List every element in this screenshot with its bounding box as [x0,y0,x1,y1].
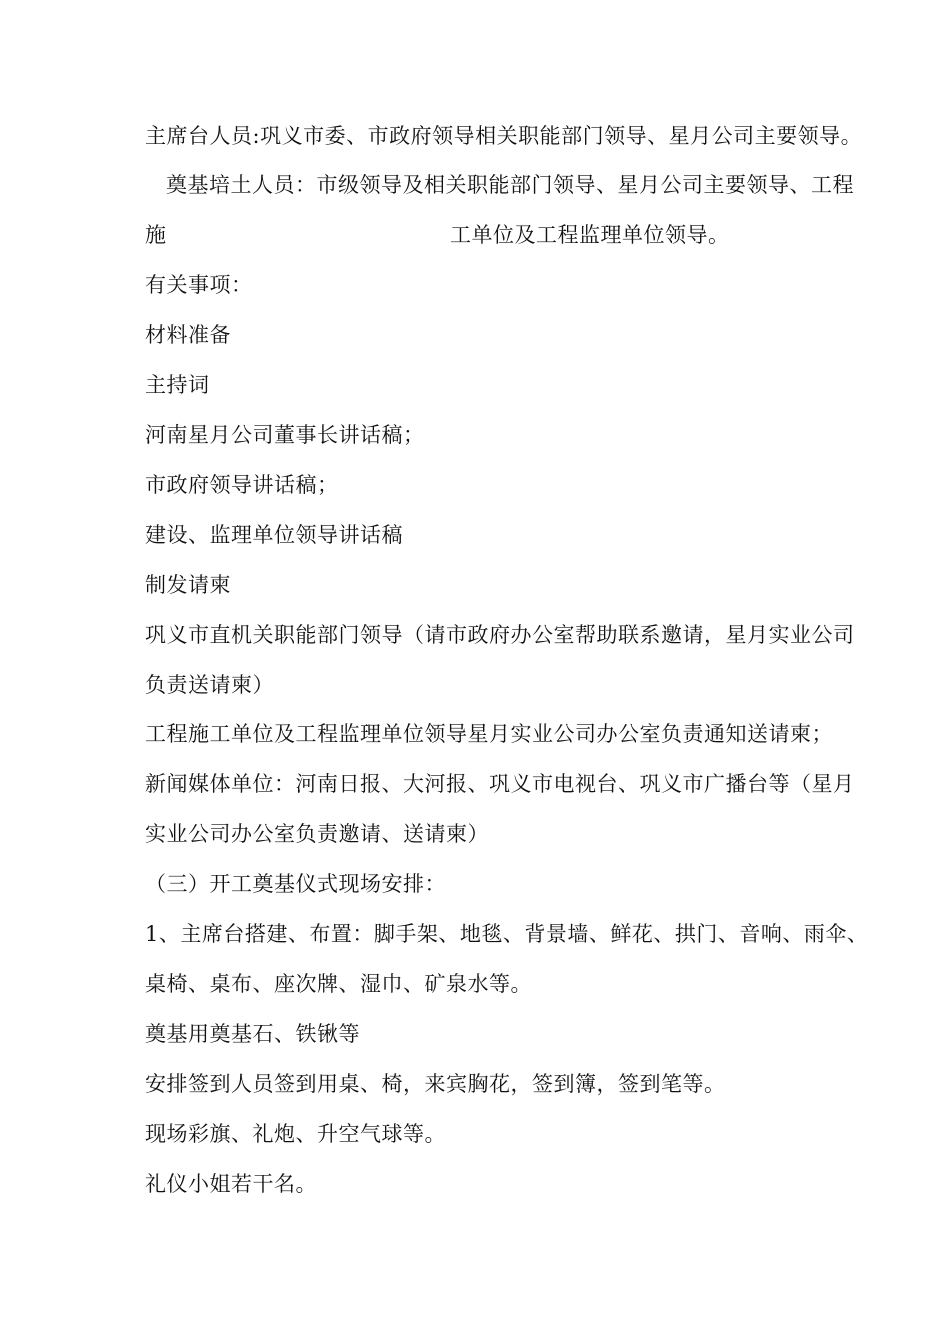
item-invitation-media-cont: 实业公司办公室负责邀请、送请柬） [145,822,489,846]
line-fragment-units: 工单位及工程监理单位领导。 [450,223,730,247]
heading-material-preparation: 材料准备 [145,323,231,347]
line-groundbreaking-personnel-cont [145,220,885,250]
item-foundation-stone: 奠基用奠基石、铁锹等 [145,1022,360,1046]
item-presidium-setup: 1、主席台搭建、布置：脚手架、地毯、背景墙、鲜花、拱门、音响、雨伞、 [145,922,869,946]
item-invitation-departments: 巩义市直机关职能部门领导（请市政府办公室帮助联系邀请，星月实业公司 [145,623,855,647]
item-sign-in: 安排签到人员签到用桌、椅，来宾胸花，签到簿，签到笔等。 [145,1072,726,1096]
item-construction-speech: 建设、监理单位领导讲话稿 [145,523,403,547]
heading-invitations: 制发请柬 [145,573,231,597]
line-groundbreaking-personnel: 奠基培土人员：市级领导及相关职能部门领导、星月公司主要领导、工程 [166,173,854,197]
heading-site-arrangement: （三）开工奠基仪式现场安排： [145,872,446,896]
item-chairman-speech: 河南星月公司董事长讲话稿； [145,423,425,447]
item-invitation-departments-cont: 负责送请柬） [145,673,274,697]
line-presidium: 主席台人员:巩义市委、市政府领导相关职能部门领导、星月公司主要领导。 [145,124,863,148]
item-invitation-media: 新闻媒体单位：河南日报、大河报、巩义市电视台、巩义市广播台等（星月 [145,772,855,796]
item-host-script: 主持词 [145,373,210,397]
item-government-speech: 市政府领导讲话稿； [145,473,339,497]
heading-related-matters: 有关事项： [145,273,253,297]
item-etiquette-hostesses: 礼仪小姐若干名。 [145,1172,317,1196]
item-invitation-contractors: 工程施工单位及工程监理单位领导星月实业公司办公室负责通知送请柬； [145,722,833,746]
item-flags-salute: 现场彩旗、礼炮、升空气球等。 [145,1122,446,1146]
line-fragment-shi: 施 [145,223,167,247]
item-presidium-setup-cont: 桌椅、桌布、座次牌、湿巾、矿泉水等。 [145,972,532,996]
